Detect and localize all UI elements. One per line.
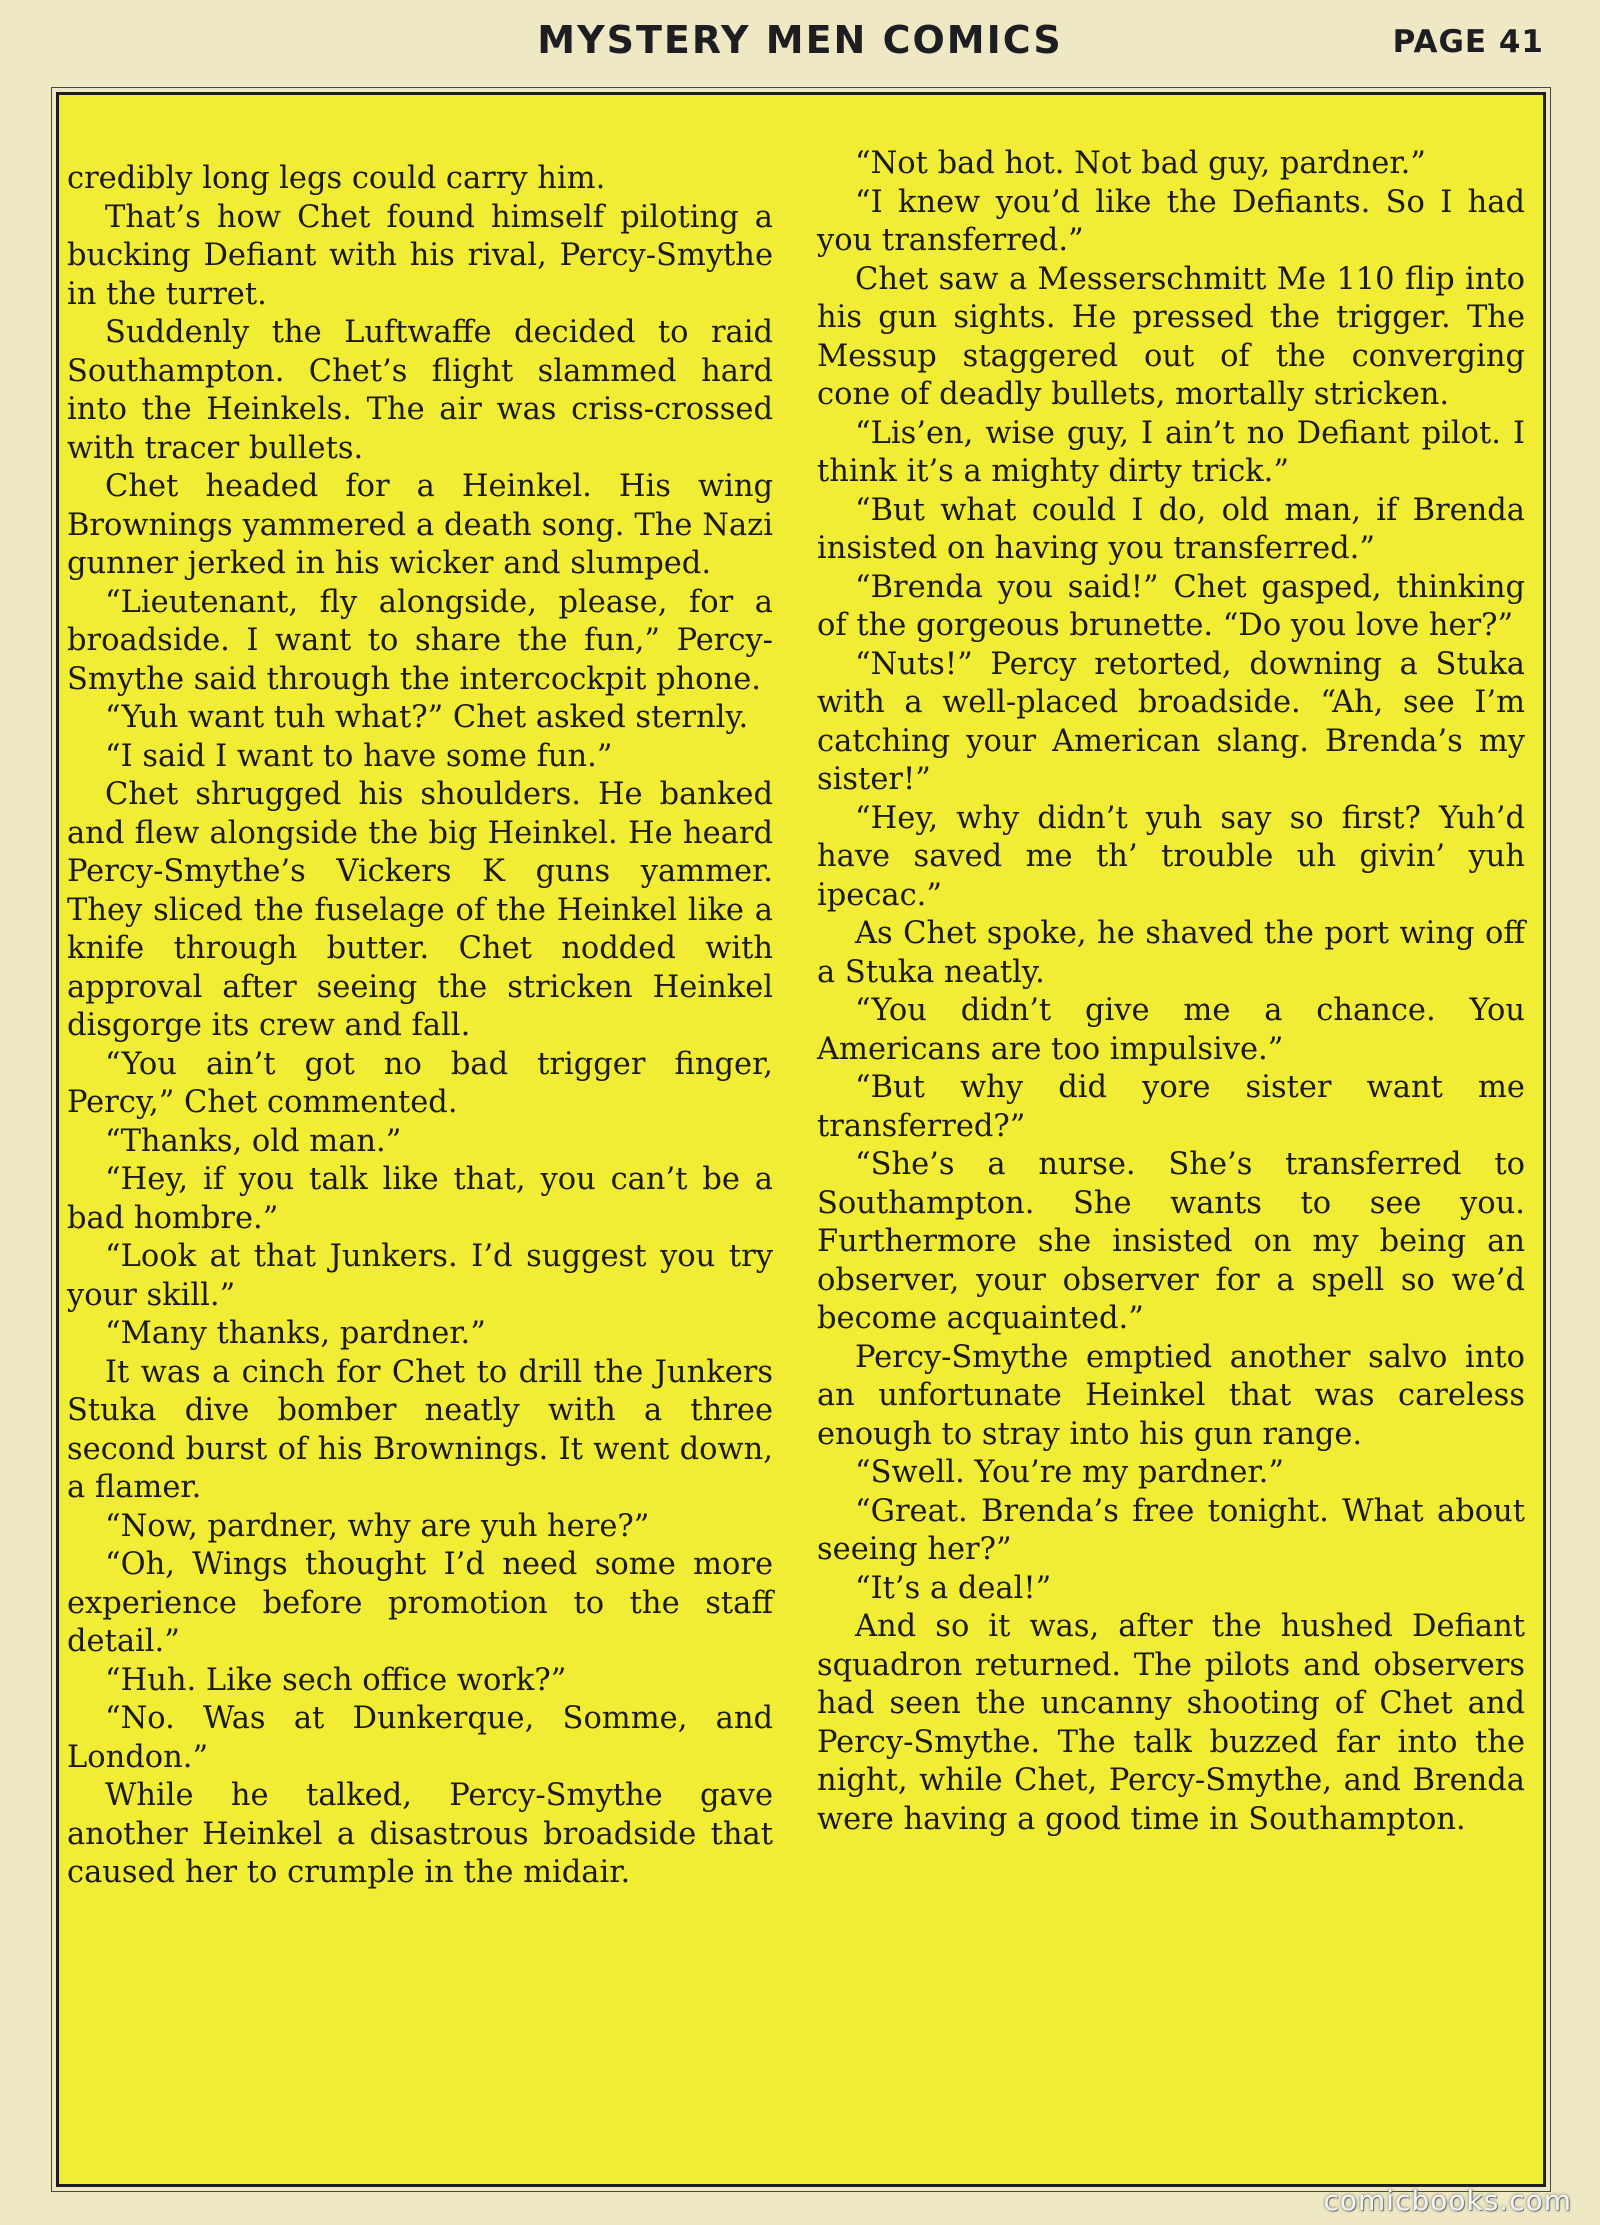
paragraph: Chet shrugged his shoulders. He banked and flew alongside the big Heinkel. He heard Percy-Smythe’s Vickers K guns yammer. They sliced the fuselage of the Heinkel like a knife through butter. Chet nodded with approval after seeing the stricken Heinkel disgorge its crew and fall. [67,777,773,1043]
paragraph: “Hey, why didn’t yuh say so first? Yuh’d have saved me th’ trouble uh givin’ yuh ipecac.” [817,800,1525,913]
text-panel [56,92,1546,2187]
paragraph: “Not bad hot. Not bad guy, pardner.” [855,146,1426,181]
paragraph: Suddenly the Luftwaffe decided to raid Southampton. Chet’s flight slammed hard into the Heinkels. The air was criss-crossed with tracer bullets. [67,315,773,466]
paragraph: While he talked, Percy-Smythe gave another Heinkel a disastrous broadside that caused her to crumple in the midair. [67,1778,773,1890]
paragraph: It was a cinch for Chet to drill the Junkers Stuka dive bomber neatly with a three second burst of his Brownings. It went down, a flamer. [67,1354,773,1505]
paragraph: Percy-Smythe emptied another salvo into an unfortunate Heinkel that was careless enough to stray into his gun range. [817,1339,1525,1452]
paragraph: “But why did yore sister want me transferred?” [817,1070,1525,1144]
left-column [67,160,773,1893]
paragraph: “But what could I do, old man, if Brenda insisted on having you transferred.” [817,492,1525,566]
page-header [0,0,1600,95]
paragraph: “I knew you’d like the Defiants. So I had you transferred.” [817,184,1525,258]
paragraph: “No. Was at Dunkerque, Somme, and London.” [67,1701,773,1775]
paragraph: “She’s a nurse. She’s transferred to Southampton. She wants to see you. Furthermore she insisted on my being an observer, your observer for a spell so we’d become acquainted.” [817,1147,1525,1336]
paragraph: “Hey, if you talk like that, you can’t be a bad hombre.” [67,1162,773,1236]
paragraph: “Huh. Like sech office work?” [105,1662,567,1698]
paragraph: “Oh, Wings thought I’d need some more experience before promotion to the staff detail.” [67,1547,773,1659]
paragraph: “Look at that Junkers. I’d suggest you try your skill.” [67,1239,773,1313]
paragraph: “You didn’t give me a chance. You Americans are too impulsive.” [817,993,1525,1067]
watermark: comicbooks.com [1323,2184,1572,2217]
paragraph: “You ain’t got no bad trigger finger, Percy,” Chet commented. [67,1046,773,1120]
magazine-title: MYSTERY MEN COMICS [537,18,1063,62]
paragraph: As Chet spoke, he shaved the port wing off a Stuka neatly. [817,916,1525,990]
paragraph: “It’s a deal!” [855,1570,1052,1606]
paragraph: “Thanks, old man.” [105,1123,402,1159]
paragraph: “Lis’en, wise guy, I ain’t no Defiant pilot. I think it’s a mighty dirty trick.” [817,415,1525,489]
paragraph: “Swell. You’re my pardner.” [855,1455,1284,1490]
paragraph: And so it was, after the hushed Defiant squadron returned. The pilots and observers had seen the uncanny shooting of Chet and Percy-Smythe. The talk buzzed far into the night, while Chet, Percy-Smythe, and Brenda were having a good time in Southampton. [817,1609,1525,1837]
paragraph: Chet saw a Messerschmitt Me 110 flip into his gun sights. He pressed the trigger. The Messup staggered out of the converging cone of deadly bullets, mortally stricken. [817,261,1525,412]
paragraph: “I said I want to have some fun.” [105,738,613,774]
page-number: PAGE 41 [1392,24,1544,60]
paragraph: credibly long legs could carry him. [67,161,606,196]
paragraph: That’s how Chet found himself piloting a bucking Defiant with his rival, Percy-Smythe in the turret. [67,199,773,312]
paragraph: “Yuh want tuh what?” Chet asked sternly. [105,700,749,735]
right-column [817,145,1525,1839]
paragraph: “Many thanks, pardner.” [105,1316,486,1351]
paragraph: “Brenda you said!” Chet gasped, thinking of the gorgeous brunette. “Do you love her?” [817,569,1525,643]
paragraph: Chet headed for a Heinkel. His wing Brownings yammered a death song. The Nazi gunner jerked in his wicker and slumped. [67,469,773,581]
paragraph: “Nuts!” Percy retorted, downing a Stuka with a well-placed broadside. “Ah, see I’m catching your American slang. Brenda’s my sister!” [817,646,1525,797]
paragraph: “Great. Brenda’s free tonight. What about seeing her?” [817,1493,1525,1567]
paragraph: “Now, pardner, why are yuh here?” [105,1508,650,1544]
paragraph: “Lieutenant, fly alongside, please, for a broadside. I want to share the fun,” Percy-Smythe said through the intercockpit phone. [67,584,773,697]
